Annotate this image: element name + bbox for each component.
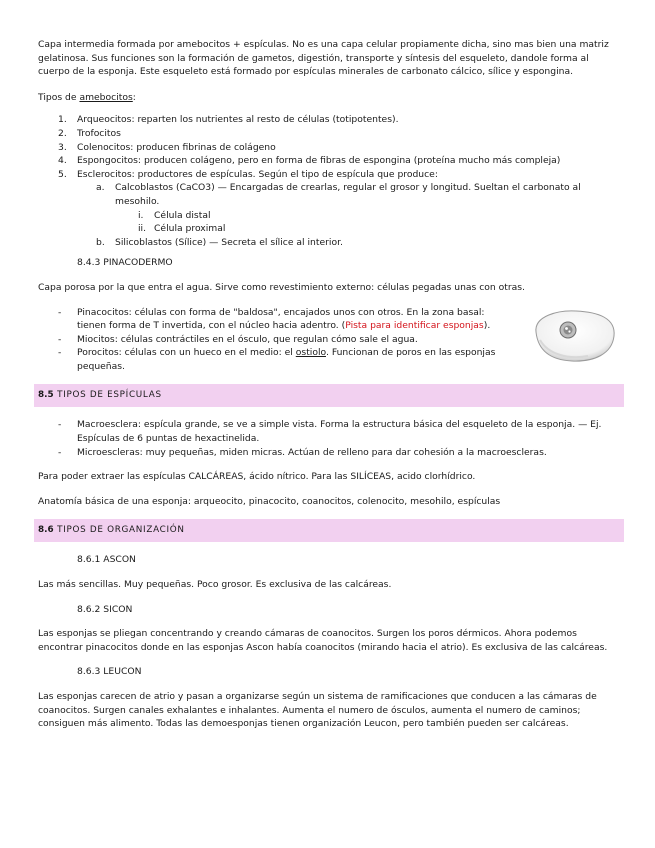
leucon-heading: 8.6.3 LEUCON: [77, 666, 142, 678]
leucon-paragraph: Las esponjas carecen de atrio y pasan a organizarse según un sistema de ramificaciones que conducen a las cámaras de coanocitos. Surgen canales exhalantes e inhalantes. Aumenta el numero de ósculos, aumenta el numero de caminos; consiguen más alimento. Todas las demoesponjas tienen organización Leucon, pero también pueden ser calcáreas.: [38, 691, 597, 730]
pista-highlight: Pista para identificar esponjas: [345, 320, 484, 332]
sicon-heading: 8.6.2 SICON: [77, 603, 133, 615]
list-item: b. Silicoblastos (Sílice) — Secreta el sílice al interior.: [96, 236, 343, 248]
list-item: - Pinacocitos: células con forma de "baldosa", encajados unos con otros. En la zona basal: tienen forma de T invertida, con el núcleo hacia adentro. (Pista para identificar esponjas).: [58, 306, 491, 332]
list-item: 4. Espongocitos: producen colágeno, pero en forma de fibras de espongina (proteína mucho más compleja): [58, 155, 561, 167]
ostiolo-link[interactable]: ostiolo: [295, 347, 326, 359]
porocito-illustration: [528, 306, 620, 366]
amebocitos-link[interactable]: amebocitos: [79, 91, 133, 103]
sicon-paragraph: Las esponjas se pliegan concentrando y creando cámaras de coanocitos. Surgen los poros dérmicos. Ahora podemos encontrar pinacocitos donde en las esponjas Ascon había coanocitos (mirando hacia el atrio). Es exclusiva de las calcáreas.: [38, 628, 608, 653]
list-item: - Porocitos: células con un hueco en el medio: el ostiolo. Funcionan de poros en las esponjas pequeñas.: [58, 347, 496, 372]
list-item: 1. Arqueocitos: reparten los nutrientes al resto de células (totipotentes).: [58, 114, 399, 126]
amebocitos-list: [38, 113, 620, 181]
pinacodermo-block: [38, 306, 620, 374]
list-item: 5. Esclerocitos: productores de espículas. Según el tipo de espícula que produce:: [58, 168, 438, 180]
pinacodermo-list: [38, 306, 510, 374]
list-item: - Miocitos: células contráctiles en el ósculo, que regulan cómo sale el agua.: [58, 333, 418, 345]
list-item: 2. Trofocitos: [58, 127, 121, 139]
list-item: i. Célula distal: [138, 209, 211, 221]
pinacodermo-intro: Capa porosa por la que entra el agua. Sirve como revestimiento externo: células pegadas unas con otras.: [38, 281, 525, 293]
espiculas-list: [38, 418, 620, 459]
esclerocitos-sublist-b: [38, 236, 620, 250]
section-8-5-header: 8.5 TIPOS DE ESPÍCULAS: [34, 384, 624, 407]
esclerocitos-sublist: [38, 181, 620, 208]
list-item: ii. Célula proximal: [138, 223, 226, 235]
mesohilo-intro: Capa intermedia formada por amebocitos + espículas. No es una capa celular propiamente dicha, sino mas bien una matriz gelatinosa. Sus funciones son la formación de gametos, digestión, transporte y síntesis del esqueleto, dandole forma al cuerpo de la esponja. Este esqueleto está formado por espículas minerales de carbonato cálcico, sílice y espongina.: [38, 39, 609, 78]
section-8-6-header: 8.6 TIPOS DE ORGANIZACIÓN: [34, 519, 624, 542]
pinacodermo-heading: 8.4.3 PINACODERMO: [77, 257, 173, 269]
list-item: - Microescleras: muy pequeñas, miden micras. Actúan de relleno para dar cohesión a la macroescleras.: [58, 446, 547, 458]
ascon-heading: 8.6.1 ASCON: [77, 554, 136, 566]
ascon-paragraph: Las más sencillas. Muy pequeñas. Poco grosor. Es exclusiva de las calcáreas.: [38, 579, 392, 591]
list-item: a. Calcoblastos (CaCO3) — Encargadas de crearlas, regular el grosor y longitud. Sueltan el carbonato al mesohilo.: [96, 182, 581, 207]
anatomia-paragraph: Anatomía básica de una esponja: arqueocito, pinacocito, coanocitos, colenocito, mesohilo, espículas: [38, 495, 501, 507]
list-item: 3. Colenocitos: producen fibrinas de colágeno: [58, 141, 276, 153]
tipos-amebocitos-label: Tipos de amebocitos:: [38, 91, 136, 103]
calcoblastos-sublist: [38, 209, 620, 236]
list-item: - Macroesclera: espícula grande, se ve a simple vista. Forma la estructura básica del esqueleto de la esponja. — Ej. Espículas de 6 puntas de hexactinelida.: [58, 419, 602, 445]
document-page: [38, 38, 620, 742]
extraccion-paragraph: Para poder extraer las espículas CALCÁREAS, ácido nítrico. Para las SILÍCEAS, acido clorhídrico.: [38, 471, 476, 483]
